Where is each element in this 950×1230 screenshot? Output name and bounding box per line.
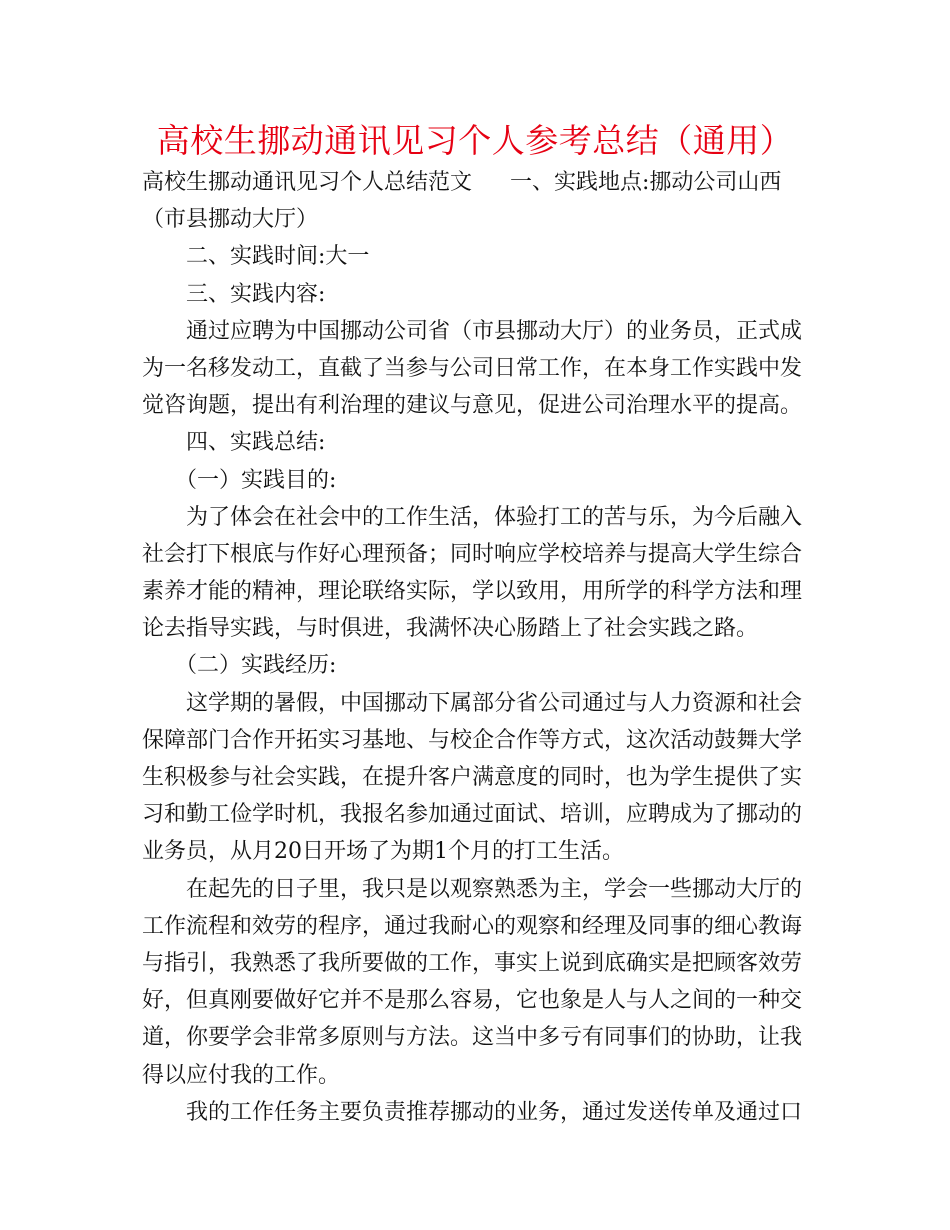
- text-line: （一）实践目的:: [175, 467, 337, 493]
- text-line: [142, 164, 810, 201]
- text-line: 社会打下根底与作好心理预备；同时响应学校培养与提高大学生综合: [142, 541, 803, 567]
- text-line: 得以应付我的工作。: [142, 1062, 341, 1088]
- text-line: 素养才能的精神，理论联络实际，学以致用，用所学的科学方法和理: [142, 579, 803, 605]
- text-line: 论去指导实践，与时俱进，我满怀决心肠踏上了社会实践之路。: [142, 616, 759, 642]
- text-line: （二）实践经历:: [175, 653, 337, 679]
- text-line: 这学期的暑假，中国挪动下属部分省公司通过与人力资源和社会: [186, 690, 803, 716]
- text-line: 二、实践时间:大一: [186, 244, 370, 270]
- text-line: 通过应聘为中国挪动公司省（市县挪动大厅）的业务员，正式成: [186, 318, 803, 344]
- text-line: 好，但真刚要做好它并不是那么容易，它也象是人与人之间的一种交: [142, 988, 803, 1014]
- text-line: 三、实践内容:: [186, 281, 326, 307]
- text-line: 为了体会在社会中的工作生活，体验打工的苦与乐，为今后融入: [186, 504, 803, 530]
- document-body: [142, 164, 810, 1131]
- text-line: 觉咨询题，提出有利治理的建议与意见，促进公司治理水平的提高。: [142, 393, 803, 419]
- document-title: 高校生挪动通讯见习个人参考总结（通用）: [156, 121, 794, 160]
- text-line: 习和勤工俭学时机，我报名参加通过面试、培训，应聘成为了挪动的: [142, 802, 803, 828]
- text-line: （市县挪动大厅）: [142, 207, 319, 233]
- text-line: 为一名移发动工，直截了当参与公司日常工作，在本身工作实践中发: [142, 355, 803, 381]
- text-line: 与指引，我熟悉了我所要做的工作，事实上说到底确实是把顾客效劳: [142, 950, 803, 976]
- text-line: 工作流程和效劳的程序，通过我耐心的观察和经理及同事的细心教诲: [142, 913, 803, 939]
- text-line-part: 一、实践地点:挪动公司山西: [510, 170, 782, 195]
- text-line: 我的工作任务主要负责推荐挪动的业务，通过发送传单及通过口: [186, 1099, 803, 1125]
- text-line: 保障部门合作开拓实习基地、与校企合作等方式，这次活动鼓舞大学: [142, 727, 803, 753]
- text-line: 道，你要学会非常多原则与方法。这当中多亏有同事们的协助，让我: [142, 1025, 803, 1051]
- text-line: 在起先的日子里，我只是以观察熟悉为主，学会一些挪动大厅的: [186, 876, 803, 902]
- text-line: 生积极参与社会实践，在提升客户满意度的同时，也为学生提供了实: [142, 765, 803, 790]
- text-line: 业务员，从月20日开场了为期1个月的打工生活。: [142, 839, 624, 865]
- text-line: 四、实践总结:: [186, 430, 326, 456]
- text-line-part: 高校生挪动通讯见习个人总结范文: [142, 170, 473, 195]
